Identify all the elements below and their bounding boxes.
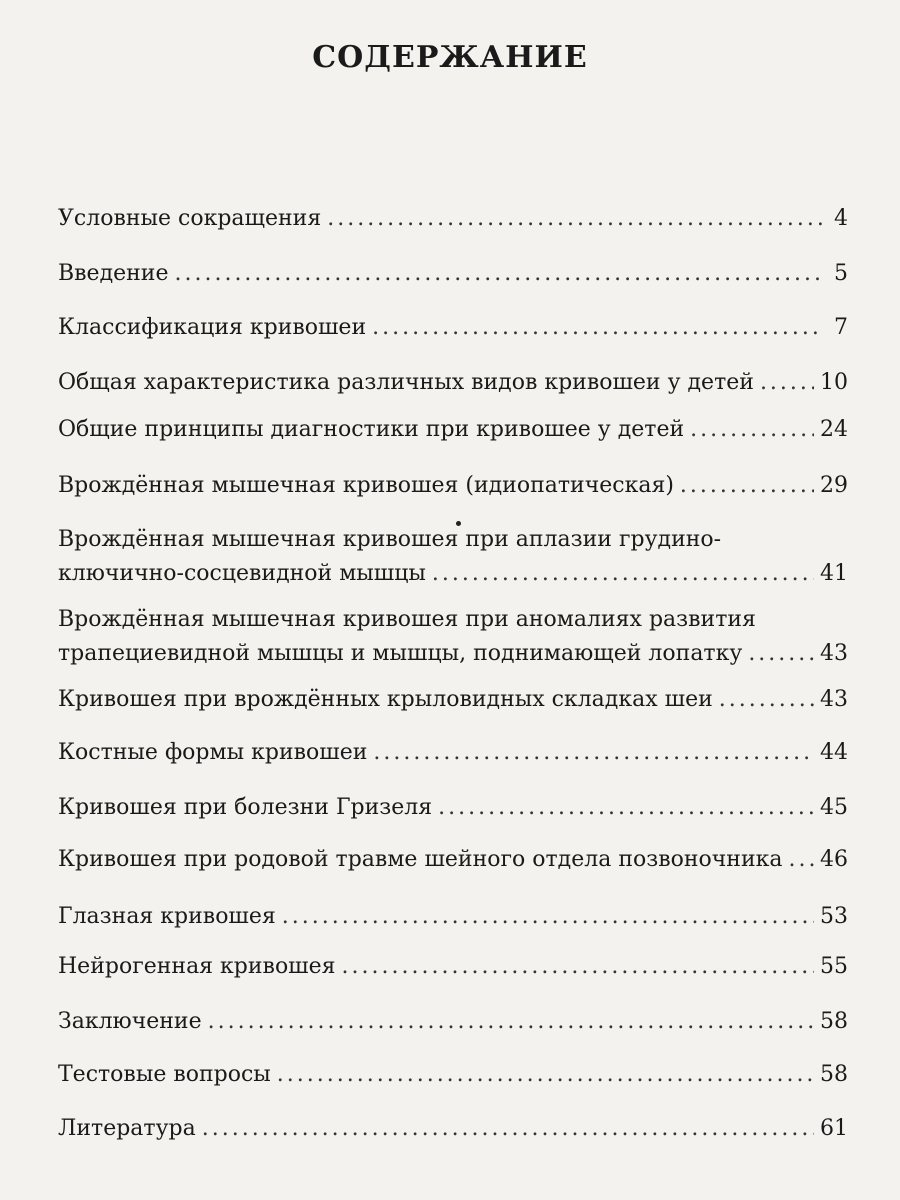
- toc-entry: [58, 1005, 848, 1039]
- dot-leader: [719, 683, 814, 717]
- toc-entry: [58, 413, 848, 447]
- toc-entry-label: Общие принципы диагностики при кривошее у детей: [58, 417, 685, 442]
- toc-entry-label-line1: Врождённая мышечная кривошея при аплазии грудино-: [58, 527, 722, 552]
- toc-entry: [58, 1058, 848, 1092]
- dot-leader: [174, 257, 822, 291]
- toc-entry: [58, 523, 848, 591]
- toc-entry: [58, 202, 848, 236]
- page-title: СОДЕРЖАНИЕ: [312, 40, 588, 75]
- toc-entry-label: Введение: [58, 261, 169, 286]
- dot-leader: [373, 736, 814, 770]
- dot-leader: [327, 202, 822, 236]
- toc-entry-page: 61: [820, 1116, 848, 1141]
- toc-entry: [58, 1112, 848, 1146]
- toc-entry: [58, 683, 848, 717]
- toc-entry-page: 29: [820, 473, 848, 498]
- dot-leader: [372, 311, 822, 345]
- toc-entry-label: Врождённая мышечная кривошея (идиопатическая): [58, 473, 674, 498]
- toc-entry-page: 5: [834, 261, 848, 286]
- toc-entry: [58, 950, 848, 984]
- toc-entry-label: трапециевидной мышцы и мышцы, поднимающей лопатку: [58, 641, 743, 666]
- dot-leader: [208, 1005, 814, 1039]
- toc-entry-page: 44: [820, 740, 848, 765]
- dot-leader: [680, 469, 814, 503]
- toc-entry: [58, 366, 848, 400]
- toc-entry-page: 43: [820, 641, 848, 666]
- toc-entry-label: Тестовые вопросы: [58, 1062, 271, 1087]
- dot-leader: [432, 557, 814, 591]
- dot-leader: [690, 413, 814, 447]
- toc-entry-label: Классификация кривошеи: [58, 315, 367, 340]
- toc-entry-label: Заключение: [58, 1009, 202, 1034]
- toc-entry-page: 55: [820, 954, 848, 979]
- toc-entry-label: Общая характеристика различных видов кривошеи у детей: [58, 370, 754, 395]
- toc-entry-label-line1: Врождённая мышечная кривошея при аномалиях развития: [58, 607, 756, 632]
- toc-entry-label: Литература: [58, 1116, 196, 1141]
- toc-entry-page: 24: [820, 417, 848, 442]
- toc-entry: [58, 736, 848, 770]
- toc-entry: [58, 311, 848, 345]
- toc-entry-page: 43: [820, 687, 848, 712]
- toc-entry-label: Условные сокращения: [58, 206, 322, 231]
- dot-leader: [342, 950, 814, 984]
- dot-leader: [202, 1112, 814, 1146]
- toc-entry: [58, 900, 848, 934]
- toc-entry: [58, 791, 848, 825]
- toc-entry-label: Нейрогенная кривошея: [58, 954, 336, 979]
- toc-entry-page: 7: [834, 315, 848, 340]
- toc-entry: [58, 843, 848, 877]
- toc-entry-label: Кривошея при родовой травме шейного отдела позвоночника: [58, 847, 783, 872]
- toc-entry: [58, 603, 848, 671]
- toc-entry-page: 53: [820, 904, 848, 929]
- dot-leader: [282, 900, 814, 934]
- toc-entry-page: 58: [820, 1009, 848, 1034]
- toc-entry-page: 58: [820, 1062, 848, 1087]
- toc-entry-page: 10: [820, 370, 848, 395]
- toc-entry-page: 45: [820, 795, 848, 820]
- dot-leader: [760, 366, 814, 400]
- toc-entry: [58, 257, 848, 291]
- toc-entry-label: Костные формы кривошеи: [58, 740, 368, 765]
- toc-entry-page: 46: [820, 847, 848, 872]
- dot-leader: [789, 843, 815, 877]
- toc-entry-label: Кривошея при болезни Гризеля: [58, 795, 433, 820]
- dot-leader: [277, 1058, 814, 1092]
- toc-entry-page: 41: [820, 561, 848, 586]
- dot-leader: [438, 791, 814, 825]
- toc-entry-page: 4: [834, 206, 848, 231]
- dot-leader: [748, 637, 814, 671]
- toc-entry: [58, 469, 848, 503]
- toc-entry-label: Кривошея при врождённых крыловидных складках шеи: [58, 687, 713, 712]
- toc-entry-label: Глазная кривошея: [58, 904, 276, 929]
- toc-entry-label: ключично-сосцевидной мышцы: [58, 561, 426, 586]
- ink-speck: [456, 521, 461, 526]
